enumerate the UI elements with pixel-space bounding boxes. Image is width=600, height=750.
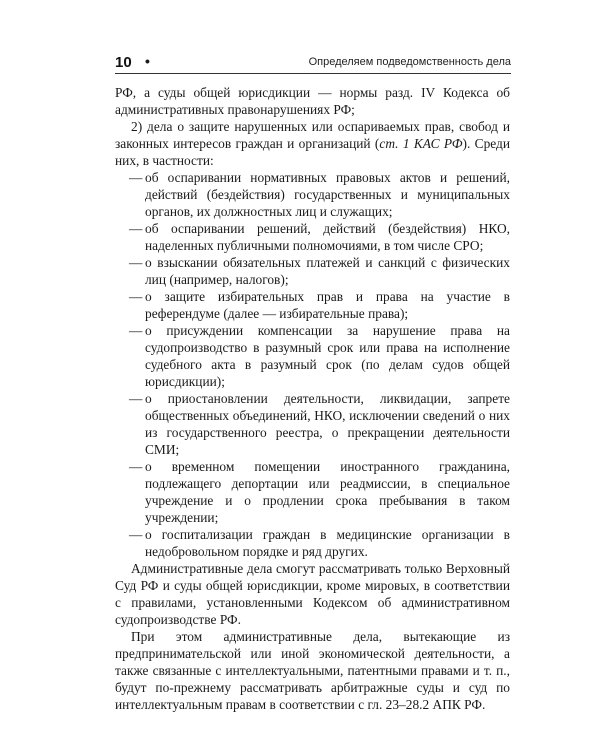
list-item-text: о присуждении компенсации за нарушение права на судопроизводство в разумный срок или права на исполнение судебного акта в разумный срок (по делам судов общей юрисдикции); (145, 323, 510, 389)
list-item-text: о временном помещении иностранного гражданина, подлежащего депортации или реадмиссии, в специальное учреждение и о продлении срока пребывания в таком учреждении; (145, 459, 510, 525)
dash-marker: — (129, 459, 143, 474)
dash-marker: — (129, 255, 143, 270)
point-2-paragraph (115, 118, 510, 169)
point-2-start: 2) дела о защите нарушенных или оспариваемых прав, свобод и законных интересов граждан и организаций ( (115, 119, 510, 151)
list-item (115, 526, 510, 560)
dash-marker: — (129, 391, 143, 406)
dash-marker: — (129, 170, 143, 185)
page-body (115, 84, 510, 713)
dash-marker: — (129, 323, 143, 338)
list-item (115, 458, 510, 526)
list-item-text: о защите избирательных прав и права на участие в референдуме (далее — избирательные права); (145, 289, 510, 321)
list-item-text: о приостановлении деятельности, ликвидации, запрете общественных объединений, НКО, исключении сведений о них из государственного реестра, о прекращении деятельности СМИ; (145, 391, 510, 457)
page-number: 10 (115, 54, 132, 71)
dash-marker: — (129, 527, 143, 542)
list-item (115, 220, 510, 254)
header-bullet: • (145, 53, 150, 69)
dash-marker: — (129, 289, 143, 304)
intro-paragraph: РФ, а суды общей юрисдикции — нормы разд. IV Кодекса об административных правонарушениях РФ; (115, 85, 510, 117)
list-item (115, 322, 510, 390)
admin-courts-paragraph: Административные дела смогут рассматривать только Верховный Суд РФ и суды общей юрисдикции, кроме мировых, в соответствии с правилами, установленными Кодексом об административном судопроизводстве РФ. (115, 561, 510, 627)
list-item (115, 288, 510, 322)
case-type-list (115, 169, 510, 560)
point-2-end: ). Среди них, в частности: (115, 136, 511, 168)
list-item-text: о взыскании обязательных платежей и санкций с физических лиц (например, налогов); (145, 255, 510, 287)
point-2-reference: ст. 1 КАС РФ (379, 136, 463, 151)
list-item-text: об оспаривании нормативных правовых актов и решений, действий (бездействия) государственных и муниципальных органов, их должностных лиц и служащих; (145, 170, 510, 219)
list-item (115, 169, 510, 220)
header-rule (115, 73, 511, 74)
page-header (115, 52, 511, 74)
list-item (115, 390, 510, 458)
arbitration-paragraph: При этом административные дела, вытекающие из предпринимательской или иной экономической деятельности, а также связанные с интеллектуальными, патентными правами и т. п., будут по-прежнему рассматривать арбитражные суды и суд по интеллектуальным правам в соответствии с гл. 23–28.2 АПК РФ. (115, 629, 510, 712)
dash-marker: — (129, 221, 143, 236)
list-item-text: о госпитализации граждан в медицинские организации в недобровольном порядке и ряд других. (145, 527, 510, 559)
list-item-text: об оспаривании решений, действий (бездействия) НКО, наделенных публичными полномочиями, в том числе СРО; (145, 221, 510, 253)
list-item (115, 254, 510, 288)
running-title: Определяем подведомственность дела (308, 56, 511, 68)
